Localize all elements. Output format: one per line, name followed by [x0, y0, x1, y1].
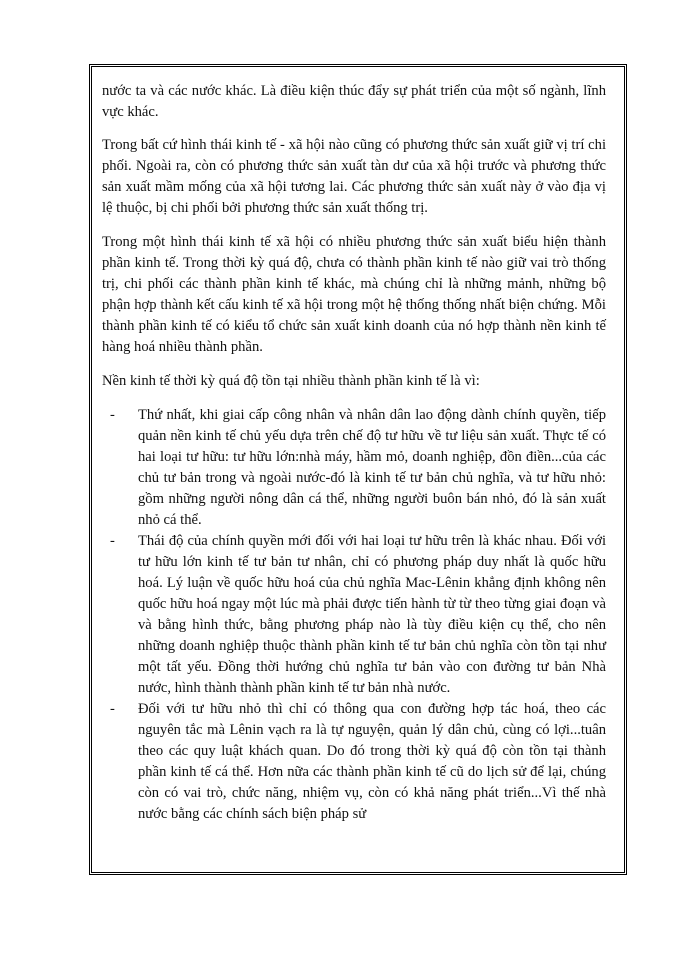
list-item-text: Đối với tư hữu nhỏ thì chỉ có thông qua con đường hợp tác hoá, theo các nguyên tắc mà Lênin vạch ra là tự nguyện, quản lý dân chủ, cùng có lợi...tuân theo các quy luật khách quan. Do đó trong thời kỳ quá độ còn tồn tại thành phần kinh tế cá thể. Hơn nữa các thành phần kinh tế cũ do lịch sử để lại, chúng còn có vai trò, chức năng, nhiệm vụ, còn có khả năng phát triển...Vì thế nhà nước bằng các chính sách biện pháp sử — [138, 701, 606, 822]
list-item — [102, 531, 606, 699]
dash-bullet: - — [110, 533, 115, 549]
paragraph-continuation: nước ta và các nước khác. Là điều kiện thúc đẩy sự phát triển của một số ngành, lĩnh vực khác. — [102, 83, 606, 120]
dash-bullet: - — [110, 407, 115, 423]
paragraph-economic-sectors: Trong một hình thái kinh tế xã hội có nhiều phương thức sản xuất biểu hiện thành phần kinh tế. Trong thời kỳ quá độ, chưa có thành phần kinh tế nào giữ vai trò thống trị, chi phối các thành phần kinh tế khác, mà chúng chỉ là những mảnh, những bộ phận hợp thành kết cấu kinh tế xã hội trong một hệ thống thống nhất biện chứng. Mỗi thành phần kinh tế có kiểu tổ chức sản xuất kinh doanh của nó hợp thành nền kinh tế hàng hoá nhiều thành phần. — [102, 234, 606, 355]
page-frame — [89, 64, 627, 875]
list-item — [102, 405, 606, 531]
list-item — [102, 699, 606, 825]
list-item-text: Thái độ của chính quyền mới đối với hai loại tư hữu trên là khác nhau. Đối với tư hữu lớn kinh tế tư bản tư nhân, chỉ có phương pháp duy nhất là quốc hữu hoá. Lý luận về quốc hữu hoá của chủ nghĩa Mac-Lênin khẳng định không nên quốc hữu hoá ngay một lúc mà phải được tiến hành từ từ theo từng giai đoạn và và bằng hình thức, bằng phương pháp nào là tùy điều kiện cụ thể, cho nên những doanh nghiệp thuộc thành phần kinh tế tư bản chủ nghĩa còn tồn tại như một tất yếu. Đồng thời hướng chủ nghĩa tư bản vào con đường tư bản Nhà nước, hình thành thành phần kinh tế tư bản nhà nước. — [138, 533, 606, 696]
list-item-text: Thứ nhất, khi giai cấp công nhân và nhân dân lao động dành chính quyền, tiếp quản nền kinh tế chủ yếu dựa trên chế độ tư hữu về tư liệu sản xuất. Thực tế có hai loại tư hữu: tư hữu lớn:nhà máy, hầm mỏ, doanh nghiệp, đồn điền...của các chủ tư bản trong và ngoài nước-đó là kinh tế tư bản chủ nghĩa, và tư hữu nhỏ: gồm những người nông dân cá thể, những người buôn bán nhỏ, đó là sản xuất nhỏ cá thể. — [138, 407, 606, 528]
paragraph-production-modes: Trong bất cứ hình thái kinh tế - xã hội nào cũng có phương thức sản xuất giữ vị trí chi phối. Ngoài ra, còn có phương thức sản xuất tàn dư của xã hội trước và phương thức sản xuất mầm mống của xã hội tương lai. Các phương thức sản xuất này ở vào địa vị lệ thuộc, bị chi phối bởi phương thức sản xuất thống trị. — [102, 137, 606, 216]
dash-bullet: - — [110, 701, 115, 717]
paragraph-reasons-intro: Nền kinh tế thời kỳ quá độ tồn tại nhiều thành phần kinh tế là vì: — [102, 373, 480, 389]
reasons-list — [102, 405, 606, 825]
